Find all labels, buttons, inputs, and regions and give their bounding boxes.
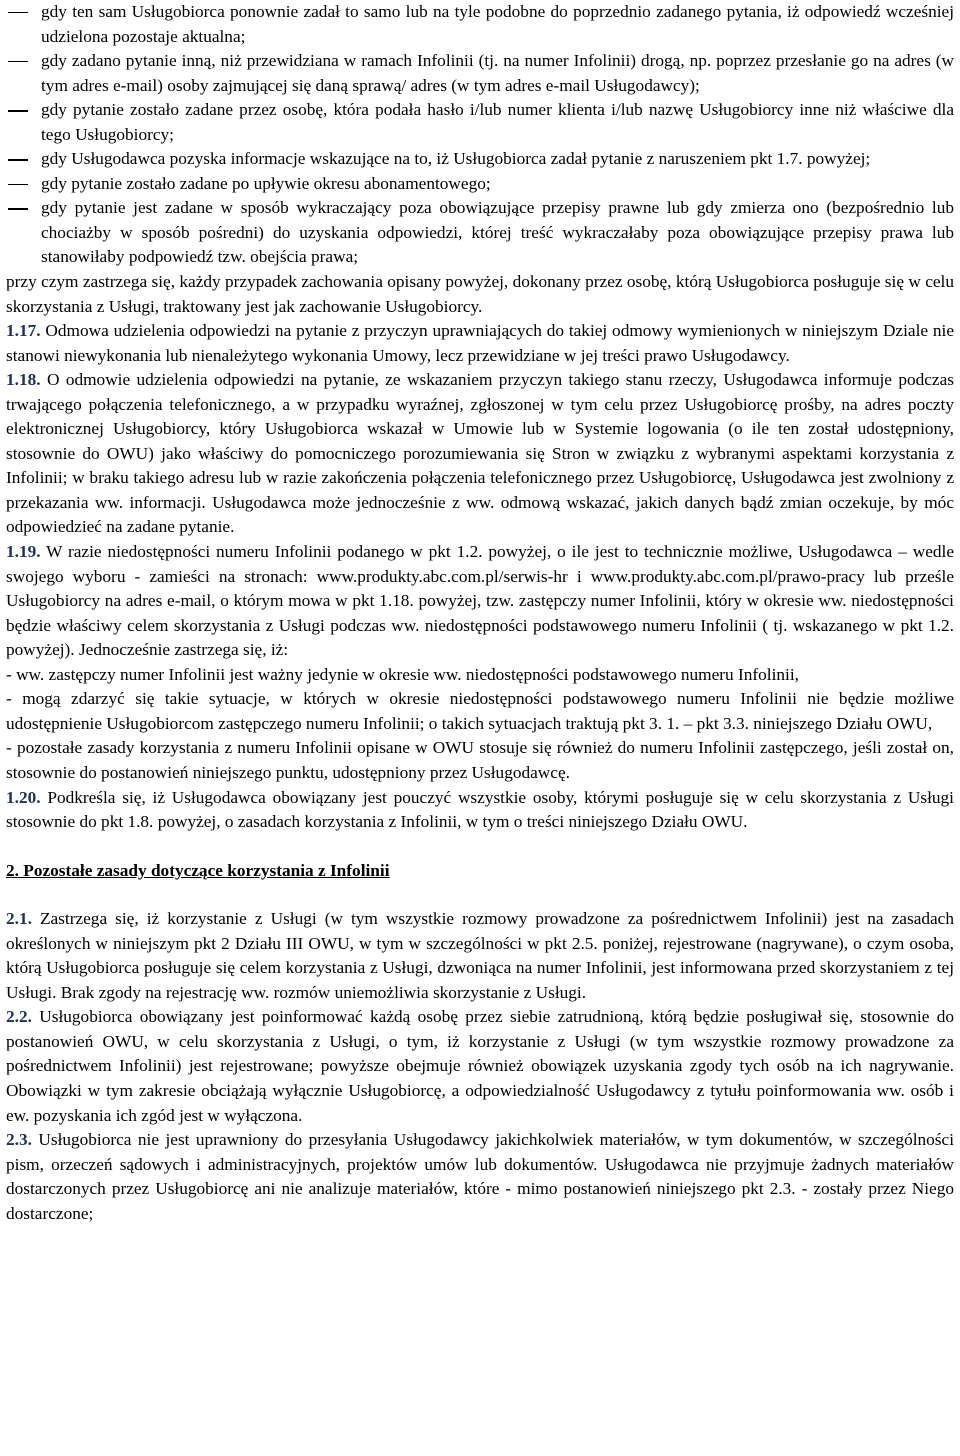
after-list-paragraph: przy czym zastrzega się, każdy przypadek zachowania opisany powyżej, dokonany przez osobę, którą Usługobiorca posługuje się w celu skorzystania z Usługi, traktowany jest jak zachowanie Usługobiorcy. — [6, 272, 954, 316]
paragraph-number: 2.3. — [6, 1130, 32, 1150]
paragraph-number: 1.19. — [6, 542, 41, 562]
paragraph-number: 1.18. — [6, 370, 41, 390]
paragraph-text: Zastrzega się, iż korzystanie z Usługi (w tym wszystkie rozmowy prowadzone za pośrednictwem Infolinii) jest na zasadach określonych w niniejszym pkt 2 Działu III OWU, w tym w szczególności w pkt 2.5. poniżej, rejestrowane (nagrywane), o czym osoba, którą Usługobiorca posługuje się celem korzystania z Usługi, dzwoniąca na numer Infolinii, jest informowana przed skorzystaniem z tej Usługi. Brak zgody na rejestrację ww. rozmów uniemożliwia skorzystanie z Usługi. — [6, 909, 954, 1002]
list-item — [6, 0, 954, 49]
paragraph-text: Usługobiorca obowiązany jest poinformować każdą osobę przez siebie zatrudnioną, którą będzie posługiwał się, stosownie do postanowień OWU, w celu skorzystania z Usługi, o tym, iż korzystanie z Usługi (w tym wszystkie rozmowy prowadzone za pośrednictwem Infolinii) jest rejestrowane; powyższe obejmuje również obowiązek uzyskania zgody tych osób na ich nagrywanie. Obowiązki w tym zakresie obciążają wyłącznie Usługobiorcę, a odpowiedzialność Usługodawcy z tytułu poinformowania ww. osób i ew. pozyskania ich zgód jest w wyłączona. — [6, 1007, 954, 1125]
paragraph-2-1 — [6, 907, 954, 1005]
paragraph-number: 1.17. — [6, 321, 41, 341]
list-item-text: gdy pytanie zostało zadane po upływie okresu abonamentowego; — [41, 173, 491, 193]
paragraph-1-18 — [6, 368, 954, 540]
paragraph-text: Odmowa udzielenia odpowiedzi na pytanie z przyczyn uprawniających do takiej odmowy wymienionych w niniejszym Dziale nie stanowi niewykonania lub nienależytego wykonania Umowy, lecz przewidziane w jej treści prawo Usługodawcy. — [6, 321, 954, 365]
paragraph-1-17 — [6, 319, 954, 368]
list-item — [6, 98, 954, 147]
paragraph-text: W razie niedostępności numeru Infolinii podanego w pkt 1.2. powyżej, o ile jest to technicznie możliwe, Usługodawca – wedle swojego wyboru - zamieści na stronach: www.produkty.abc.com.pl/serwis-hr i www.produkty.abc.com.pl/prawo-pracy lub prześle Usługobiorcy na adres e-mail, o którym mowa w pkt 1.18. powyżej, tzw. zastępczy numer Infolinii, który w okresie ww. niedostępności będzie właściwy celem skorzystania z Usługi podczas ww. niedostępności podstawowego numeru Infolinii ( tj. wskazanego w pkt 1.2. powyżej). Jednocześnie zastrzega się, iż: — [6, 542, 954, 660]
hyphen-paragraph: - ww. zastępczy numer Infolinii jest ważny jedynie w okresie ww. niedostępności podstawowego numeru Infolinii, — [6, 664, 799, 684]
list-item-text: gdy Usługodawca pozyska informacje wskazujące na to, iż Usługobiorca zadał pytanie z naruszeniem pkt 1.7. powyżej; — [41, 149, 871, 169]
list-item-text: gdy pytanie zostało zadane przez osobę, która podała hasło i/lub numer klienta i/lub nazwę Usługobiorcy inne niż właściwe dla tego Usługobiorcy; — [41, 100, 954, 144]
paragraph-2-3 — [6, 1128, 954, 1226]
paragraph-text: O odmowie udzielenia odpowiedzi na pytanie, ze wskazaniem przyczyn takiego stanu rzeczy, Usługodawca informuje podczas trwającego połączenia telefonicznego, a w przypadku wyraźnej, zgłoszonej w tym celu przez Usługobiorcę prośby, na adres poczty elektronicznej Usługobiorcy, który Usługobiorca wskazał w Umowie lub w Systemie logowania (o ile ten został udostępniony, stosownie do OWU) jako właściwy do pomocniczego porozumiewania się Stron w związku z wybranymi aspektami korzystania z Infolinii; w braku takiego adresu lub w razie zakończenia połączenia telefonicznego przez Usługobiorcę, Usługodawca jest zwolniony z przekazania ww. informacji. Usługodawca może jednocześnie z ww. odmową wskazać, jakich danych bądź zmian oczekuje, by móc odpowiedzieć na zadane pytanie. — [6, 370, 954, 537]
paragraph-number: 2.1. — [6, 909, 32, 929]
hyphen-paragraph: - mogą zdarzyć się takie sytuacje, w których w okresie niedostępności podstawowego numeru Infolinii nie będzie możliwe udostępnienie Usługobiorcom zastępczego numeru Infolinii; o takich sytuacjach traktują pkt 3. 1. – pkt 3.3. niniejszego Działu OWU, — [6, 689, 954, 733]
hyphen-paragraph: - pozostałe zasady korzystania z numeru Infolinii opisane w OWU stosuje się również do numeru Infolinii zastępczego, jeśli został on, stosownie do postanowień niniejszego punktu, udostępniony przez Usługodawcę. — [6, 738, 954, 782]
list-item — [6, 49, 954, 98]
paragraph-1-19 — [6, 540, 954, 663]
exclusion-list — [6, 0, 954, 270]
paragraph-text: Usługobiorca nie jest uprawniony do przesyłania Usługodawcy jakichkolwiek materiałów, w tym dokumentów, w szczególności pism, orzeczeń sądowych i administracyjnych, projektów umów lub dokumentów. Usługodawca nie przyjmuje żadnych materiałów dostarczonych przez Usługobiorcę ani nie analizuje materiałów, które - mimo postanowień niniejszego pkt 2.3. - zostały przez Niego dostarczone; — [6, 1130, 954, 1223]
paragraph-number: 1.20. — [6, 787, 41, 807]
list-item — [6, 147, 954, 172]
paragraph-2-2 — [6, 1005, 954, 1128]
paragraph-number: 2.2. — [6, 1007, 32, 1027]
list-item-text: gdy pytanie jest zadane w sposób wykraczający poza obowiązujące przepisy prawne lub gdy zmierza ono (bezpośrednio lub chociażby w sposób pośredni) do uzyskania odpowiedzi, której treść wykraczałaby poza obowiązujące przepisy prawa lub stanowiłaby podpowiedź tzw. obejścia prawa; — [41, 198, 954, 267]
list-item-text: gdy ten sam Usługobiorca ponownie zadał to samo lub na tyle podobne do poprzednio zadanego pytania, iż odpowiedź wcześniej udzielona pozostaje aktualna; — [41, 2, 954, 46]
paragraph-1-20 — [6, 786, 954, 835]
section-heading: 2. Pozostałe zasady dotyczące korzystania z Infolinii — [6, 860, 390, 880]
paragraph-text: Podkreśla się, iż Usługodawca obowiązany jest pouczyć wszystkie osoby, którymi posługuje się w celu skorzystania z Usługi stosownie do pkt 1.8. powyżej, o zasadach korzystania z Infolinii, w tym o treści niniejszego Działu OWU. — [6, 787, 954, 832]
list-item-text: gdy zadano pytanie inną, niż przewidziana w ramach Infolinii (tj. na numer Infolinii) drogą, np. poprzez przesłanie go na adres (w tym adres e-mail) osoby zajmującej się daną sprawą/ adres (w tym adres e-mail Usługodawcy); — [41, 51, 954, 95]
document-page — [6, 0, 954, 1226]
list-item — [6, 196, 954, 270]
list-item — [6, 172, 954, 197]
